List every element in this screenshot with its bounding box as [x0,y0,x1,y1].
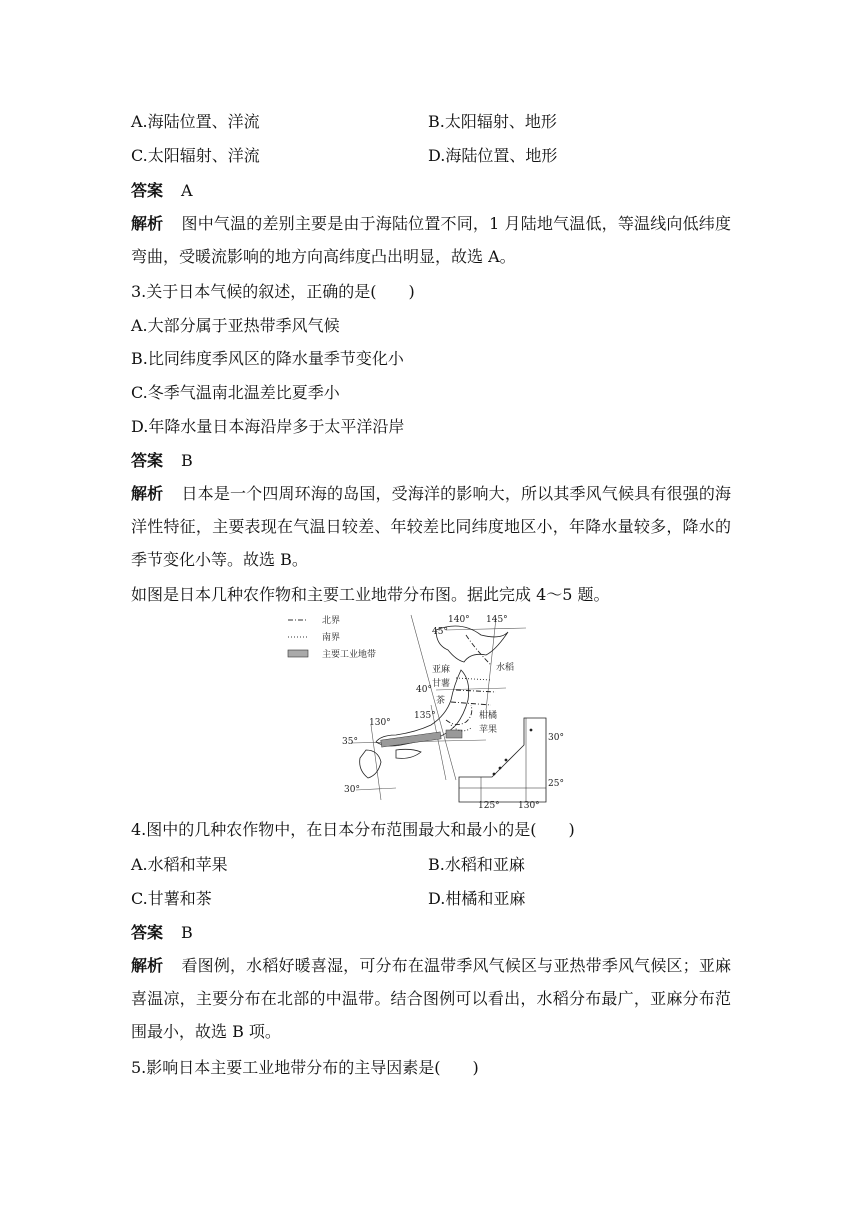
lon-label: 140° [448,615,470,625]
crop-tea: 茶 [436,696,446,706]
q2-answer [131,181,193,201]
q3-analysis [131,477,731,576]
answer-value: B [181,451,193,470]
q2-option-d: D.海陆位置、地形 [428,146,558,165]
q2-option-c: C.太阳辐射、洋流 [131,146,260,165]
industrial-belt-symbol [288,650,308,657]
answer-label: 答案 [131,923,164,942]
q5-question: 5.影响日本主要工业地带分布的主导因素是( ) [131,1058,479,1077]
q4-option-a: A.水稻和苹果 [131,855,228,874]
rice-north-boundary [466,635,491,665]
industrial-belt [381,730,462,747]
analysis-label: 解析 [131,956,164,975]
lat-label: 30° [548,733,564,743]
meridian-line [411,615,456,780]
analysis-text: 图中气温的差别主要是由于海陆位置不同，1 月陆地气温低，等温线向低纬度弯曲，受暖流影响的地方向高纬度凸出明显，故选 A。 [131,214,731,266]
answer-label: 答案 [131,181,164,200]
q3-answer [131,451,193,471]
q3-question: 3.关于日本气候的叙述，正确的是( ) [131,282,415,301]
analysis-text: 看图例，水稻好暖喜湿，可分布在温带季风气候区与亚热带季风气候区；亚麻喜温凉，主要分布在北部的中温带。结合图例可以看出，水稻分布最广，亚麻分布范围最小，故选 B 项。 [131,956,731,1041]
q3-option-d: D.年降水量日本海沿岸多于太平洋沿岸 [131,417,405,436]
q3-option-b: B.比同纬度季风区的降水量季节变化小 [131,349,404,368]
crop-rice: 水稻 [496,663,515,673]
crop-apple: 苹果 [479,725,498,735]
island-dot [493,773,495,775]
industrial-belt-area [446,730,462,738]
industrial-belt-area [381,732,441,747]
q4-question: 4.图中的几种农作物中，在日本分布范围最大和最小的是( ) [131,820,575,839]
parallel-line [356,788,396,790]
lon-label: 130° [518,801,540,810]
legend-south: 南界 [322,633,341,643]
japan-outline [360,626,508,778]
legend-north: 北界 [322,616,341,626]
lat-label: 30° [344,785,360,795]
parallel-line [446,628,526,630]
crop-flax: 亚麻 [432,665,451,675]
legend-industrial: 主要工业地带 [322,650,377,660]
q4-analysis [131,949,731,1048]
lon-label: 125° [478,801,500,810]
intro-text: 如图是日本几种农作物和主要工业地带分布图。据此完成 4～5 题。 [131,585,610,604]
island-dot [505,759,507,761]
meridian-line [486,618,496,710]
q2-option-a: A.海陆位置、洋流 [131,112,260,131]
lat-label: 40° [416,685,432,695]
lon-label: 130° [369,718,391,728]
island-dot [530,729,532,731]
shikoku-shape [396,749,421,758]
island-dot [499,767,501,769]
q2-analysis [131,207,731,273]
analysis-label: 解析 [131,484,164,503]
map-legend [288,614,376,660]
analysis-text: 日本是一个四周环海的岛国，受海洋的影响大，所以其季风气候具有很强的海洋性特征，主要表现在气温日较差、年较差比同纬度地区小，年降水量较多，降水的季节变化小等。故选 B。 [131,484,731,569]
inset-map [459,718,546,802]
q4-answer [131,923,193,943]
crop-sweet-potato: 甘薯 [432,679,451,689]
answer-value: A [181,181,193,200]
inset-frame [459,718,546,802]
q4-option-c: C.甘薯和茶 [131,889,212,908]
lon-label: 135° [414,711,436,721]
q3-option-c: C.冬季气温南北温差比夏季小 [131,383,340,402]
answer-value: B [181,923,193,942]
japan-crop-map [286,610,576,810]
tea-north-boundary [451,702,491,705]
sweet-potato-north-boundary [456,690,496,692]
lon-label: 145° [486,615,508,625]
q4-option-b: B.水稻和亚麻 [428,855,525,874]
q2-option-b: B.太阳辐射、地形 [428,112,557,131]
lat-label: 45° [432,627,448,637]
lat-label: 35° [342,737,358,747]
analysis-label: 解析 [131,214,164,233]
q4-option-d: D.柑橘和亚麻 [428,889,526,908]
answer-label: 答案 [131,451,164,470]
flax-south-boundary [456,678,491,680]
q3-option-a: A.大部分属于亚热带季风气候 [131,316,340,335]
crop-citrus: 柑橘 [479,711,498,721]
lat-label: 25° [548,779,564,789]
